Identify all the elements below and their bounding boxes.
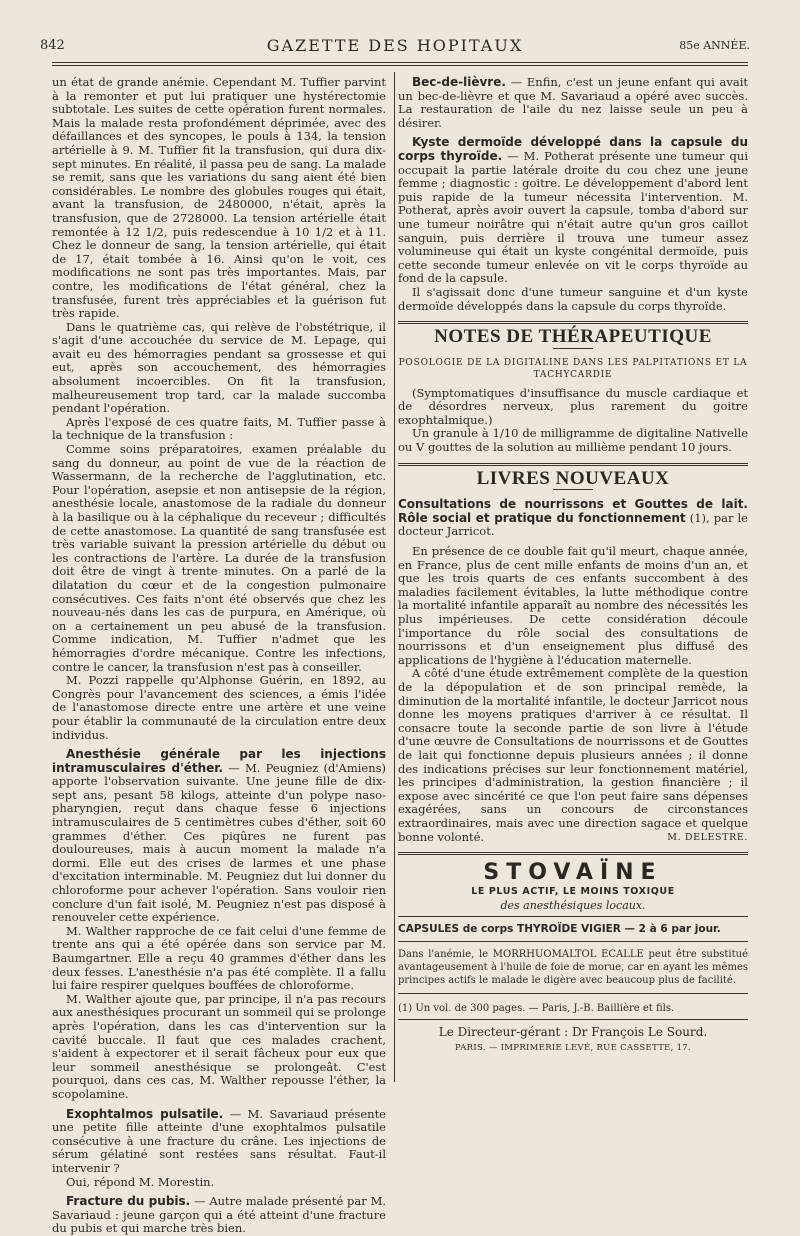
printer-imprint: PARIS. — IMPRIMERIE LEVÉ, RUE CASSETTE, 17. (454, 1043, 691, 1054)
section-text: — M. Peugniez (d'Amiens) apporte l'observation suivante. Une jeune fille de dix-sept ans, pesant 58 kilogs, atteinte d'un polype naso-pharyngien, reçut dans chaque fesse 6 injections intramusculaires de 5 centimètres cubes d'éther, soit 60 grammes d'éther. Ces piqûres ne furent pas douloureuses, mais à aucun moment la malade n'a dormi. Elle eut des crises de larmes et une phase d'excitation interminable. M. Peugniez dut lui donner du chloroforme pour achever l'opération. Sans vouloir rien conclure d'un fait isolé, M. Peugniez n'est pas disposé à renouveler cette expérience. (52, 760, 386, 925)
section-heading: Kyste dermoïde développé dans la capsule du corps thyroïde. (398, 135, 748, 163)
paragraph: (Symptomatiques d'insuffisance du muscle cardiaque et de désordres nerveux, plus rarement du goitre exophtalmique.) (398, 385, 748, 427)
footnote: (1) Un vol. de 300 pages. — Paris, J.-B. Baillière et fils. (398, 1002, 675, 1014)
header-rule (52, 62, 748, 63)
paragraph: Oui, répond M. Morestin. (66, 1174, 215, 1189)
section-text: — Autre malade présenté par M. Savariaud : jeune garçon qui a été atteint d'une fracture du pubis et qui marche très bien. (52, 1194, 387, 1236)
notes-title: NOTES DE THÉRAPEUTIQUE (434, 326, 712, 348)
book-entry (398, 498, 748, 539)
capsules-ad: CAPSULES de corps THYROÏDE VIGIER — 2 à 6 par jour. (398, 923, 721, 936)
notes-subtitle: POSOLOGIE DE LA DIGITALINE DANS LES PALPITATIONS ET LA TACHYCARDIE (398, 357, 748, 380)
morrhuomaltol-ad: Dans l'anémie, le MORRHUOMALTOL ECALLE peut être substitué avantageusement à l'huile de foie de morue, car en ayant les mêmes principes actifs le malade le digère avec beaucoup plus de facilité. (398, 948, 748, 986)
paragraph: Un granule à 1/10 de milligramme de digitaline Nativelle ou V gouttes de la solution au millième pendant 10 jours. (398, 426, 748, 455)
section-text: — M. Savariaud présente une petite fille atteinte d'une exophtalmos pulsatile consécutive à une fracture du crâne. Les injections de sérum gélatiné sont restées sans résultat. Faut-il intervenir ? (52, 1106, 386, 1175)
section-heading: Bec-de-lièvre. (412, 75, 506, 89)
book-title: Consultations de nourrissons et Gouttes de lait. Rôle social et pratique du fonctionnement (398, 497, 748, 525)
section-anesthesie (52, 748, 386, 925)
gerant-rule (398, 1019, 748, 1020)
paragraph (398, 667, 748, 844)
paragraph: Après l'exposé de ces quatre faits, M. Tuffier passe à la technique de la transfusion : (52, 414, 386, 443)
livres-title: LIVRES NOUVEAUX (476, 467, 670, 489)
title-underline (553, 348, 593, 349)
journal-year: 85e ANNÉE. (679, 39, 750, 52)
journal-title: GAZETTE DES HOPITAUX (266, 36, 524, 55)
section-exophtalmos (52, 1108, 386, 1176)
section-fracture (52, 1195, 386, 1236)
paragraph: M. Pozzi rappelle qu'Alphonse Guérin, en 1892, au Congrès pour l'avancement des sciences, a émis l'idée de l'anastomose directe entre une artère et une veine pour établir la communauté de la circulation entre deux individus. (52, 673, 386, 742)
header-rule-2 (52, 65, 748, 66)
ad-tagline: LE PLUS ACTIF, LE MOINS TOXIQUE (471, 886, 675, 898)
paragraph-text: A côté d'une étude extrêmement complète de la question de la dépopulation et de son principal remède, la diminution de la mortalité infantile, le docteur Jarricot nous donne les moyens pratiques d'arriver à ce résultat. Il consacre toute la seconde partie de son livre à l'étude d'une œuvre de Consultations de nourrissons et de Gouttes de lait qui fonctionne depuis plusieurs années ; il donne des indications précises sur leur fonctionnement matériel, les principes d'administration, la gestion financière ; il expose avec sincérité ce que l'on peut faire sans dépenses exagérées, sans un concours de circonstances extraordinaires, mais avec une direction sagace et quelque bonne volonté. (398, 666, 748, 844)
paragraph: M. Walther ajoute que, par principe, il n'a pas recours aux anesthésiques procurant un sommeil qui se prolonge après l'opération, dans les cas d'intervention sur la cavité buccale. Il faut que ces malades crachent, s'aident à expectorer et il serait fâcheux pour eux que leur sommeil anesthésique se prolongeât. C'est pourquoi, dans ces cas, M. Walther repousse l'éther, la scopolamine. (52, 991, 386, 1101)
stovaine-ad (398, 861, 748, 912)
section-separator (398, 852, 748, 855)
ad-rule (398, 916, 748, 917)
paragraph: M. Walther rapproche de ce fait celui d'une femme de trente ans qui a été opérée dans son service par M. Baumgartner. Elle a reçu 40 grammes d'éther dans les deux fesses. L'anesthésie n'a pas été complète. Il a fallu lui faire respirer quelques bouffées de chloroforme. (52, 923, 386, 993)
ad-title: STOVAÏNE (483, 860, 663, 886)
paragraph: Il s'agissait donc d'une tumeur sanguine et d'un kyste dermoïde développés dans la capsule du corps thyroïde. (398, 284, 748, 313)
section-separator (398, 321, 748, 324)
section-bec-de-lievre (398, 76, 748, 130)
left-column (52, 76, 386, 1236)
section-heading: Exophtalmos pulsatile. (66, 1106, 224, 1121)
review-author: M. DELESTRE. (667, 831, 748, 843)
column-divider (394, 72, 395, 1082)
section-text: — Enfin, c'est un jeune enfant qui avait un bec-de-lièvre et que M. Savariaud a opéré avec succès. La restauration de l'aile du nez laisse seule un peu à désirer. (398, 75, 749, 130)
section-heading: Fracture du pubis. (66, 1194, 191, 1209)
section-text: — M. Potherat présente une tumeur qui occupait la partie latérale droite du cou chez une jeune femme ; diagnostic : goitre. Le développement d'abord lent puis rapide de la tumeur nécessita l'intervention. M. Potherat, après avoir ouvert la capsule, tomba d'abord sur une tumeur noirâtre qui n'était autre qu'un gros caillot sanguin, puis derrière il trouva une tumeur assez volumineuse qui était un kyste congénital dermoïde, puis cette seconde tumeur enlevée on vit le corps thyroïde au fond de la capsule. (398, 148, 748, 286)
ad-rule (398, 941, 748, 942)
footnote-rule (398, 993, 748, 994)
book-author-line: (1), par le docteur Jarricot. (398, 510, 748, 539)
ad-subtitle: des anesthésiques locaux. (500, 898, 646, 912)
paragraph: Comme soins préparatoires, examen préalable du sang du donneur, au point de vue de la réaction de Wassermann, de la recherche de l'agglutination, etc. Pour l'opération, asepsie et non antisepsie de la région, anesthésie locale, anastomose de la radiale du donneur à la basilique ou à la céphalique du receveur ; difficultés de cette anastomose. La quantité de sang transfusée est très variable suivant la pression artérielle du début ou les contractions de l'artère. La durée de la transfusion doit être de vingt à trente minutes. On a parlé de la dilatation du cœur et de la congestion pulmonaire consécutives. Ces faits n'ont été observés que chez les nouveau-nés dans les cas de purpura, en Amérique, où on a certainement un peu abusé de la transfusion. Comme indication, M. Tuffier n'admet que les hémorragies d'ordre mécanique. Contre les infections, contre le cancer, la transfusion n'est pas à conseiller. (52, 442, 386, 674)
right-column (398, 76, 748, 1056)
page-header (40, 36, 750, 58)
title-underline (553, 489, 593, 490)
section-kyste (398, 136, 748, 286)
section-heading: Anesthésie générale par les injections intramusculaires d'éther. (52, 747, 386, 775)
page-number: 842 (40, 38, 65, 53)
directeur-gerant: Le Directeur-gérant : Dr François Le Sourd. (438, 1025, 708, 1040)
paragraph: En présence de ce double fait qu'il meurt, chaque année, en France, plus de cent mille enfants de moins d'un an, et que les trois quarts de ces enfants succombent à des maladies facilement évitables, la lutte méthodique contre la mortalité infantile apparaît au nombre des nécessités les plus impérieuses. De cette considération découle l'importance du rôle social des consultations de nourrissons et d'un enseignement plus diffusé des applications de l'hygiène à l'éducation maternelle. (398, 544, 748, 667)
section-separator (398, 463, 748, 466)
paragraph: un état de grande anémie. Cependant M. Tuffier parvint à la remonter et put lui pratiquer une hystérectomie subtotale. Les suites de cette opération furent normales. Mais la malade resta profondément déprimée, avec des défaillances et des syncopes, le pouls à 134, la tension artérielle à 9. M. Tuffier fit la transfusion, qui dura dix-sept minutes. En réalité, il passa peu de sang. La malade se remit, sans que les variations du sang aient été bien considérables. Le nombre des globules rouges qui était, avant la transfusion, de 2480000, n'était, après la transfusion, que de 2728000. La tension artérielle était remontée à 12 1/2, puis redescendue à 10 1/2 et à 11. Chez le donneur de sang, la tension artérielle, qui était de 17, était tombée à 16. Ainsi qu'on le voit, ces modifications ne sont pas très importantes. Mais, par contre, les modifications de l'état général, chez la transfusée, furent très appréciables et la guérison fut très rapide. (52, 75, 386, 321)
paragraph: Dans le quatrième cas, qui relève de l'obstétrique, il s'agit d'une accouchée du service de M. Lepage, qui avait eu des hémorragies pendant sa grossesse et qui eut, après son accouchement, des hémorragies absolument incoercibles. On fit la transfusion, malheureusement trop tard, car la malade succomba pendant l'opération. (52, 319, 386, 416)
